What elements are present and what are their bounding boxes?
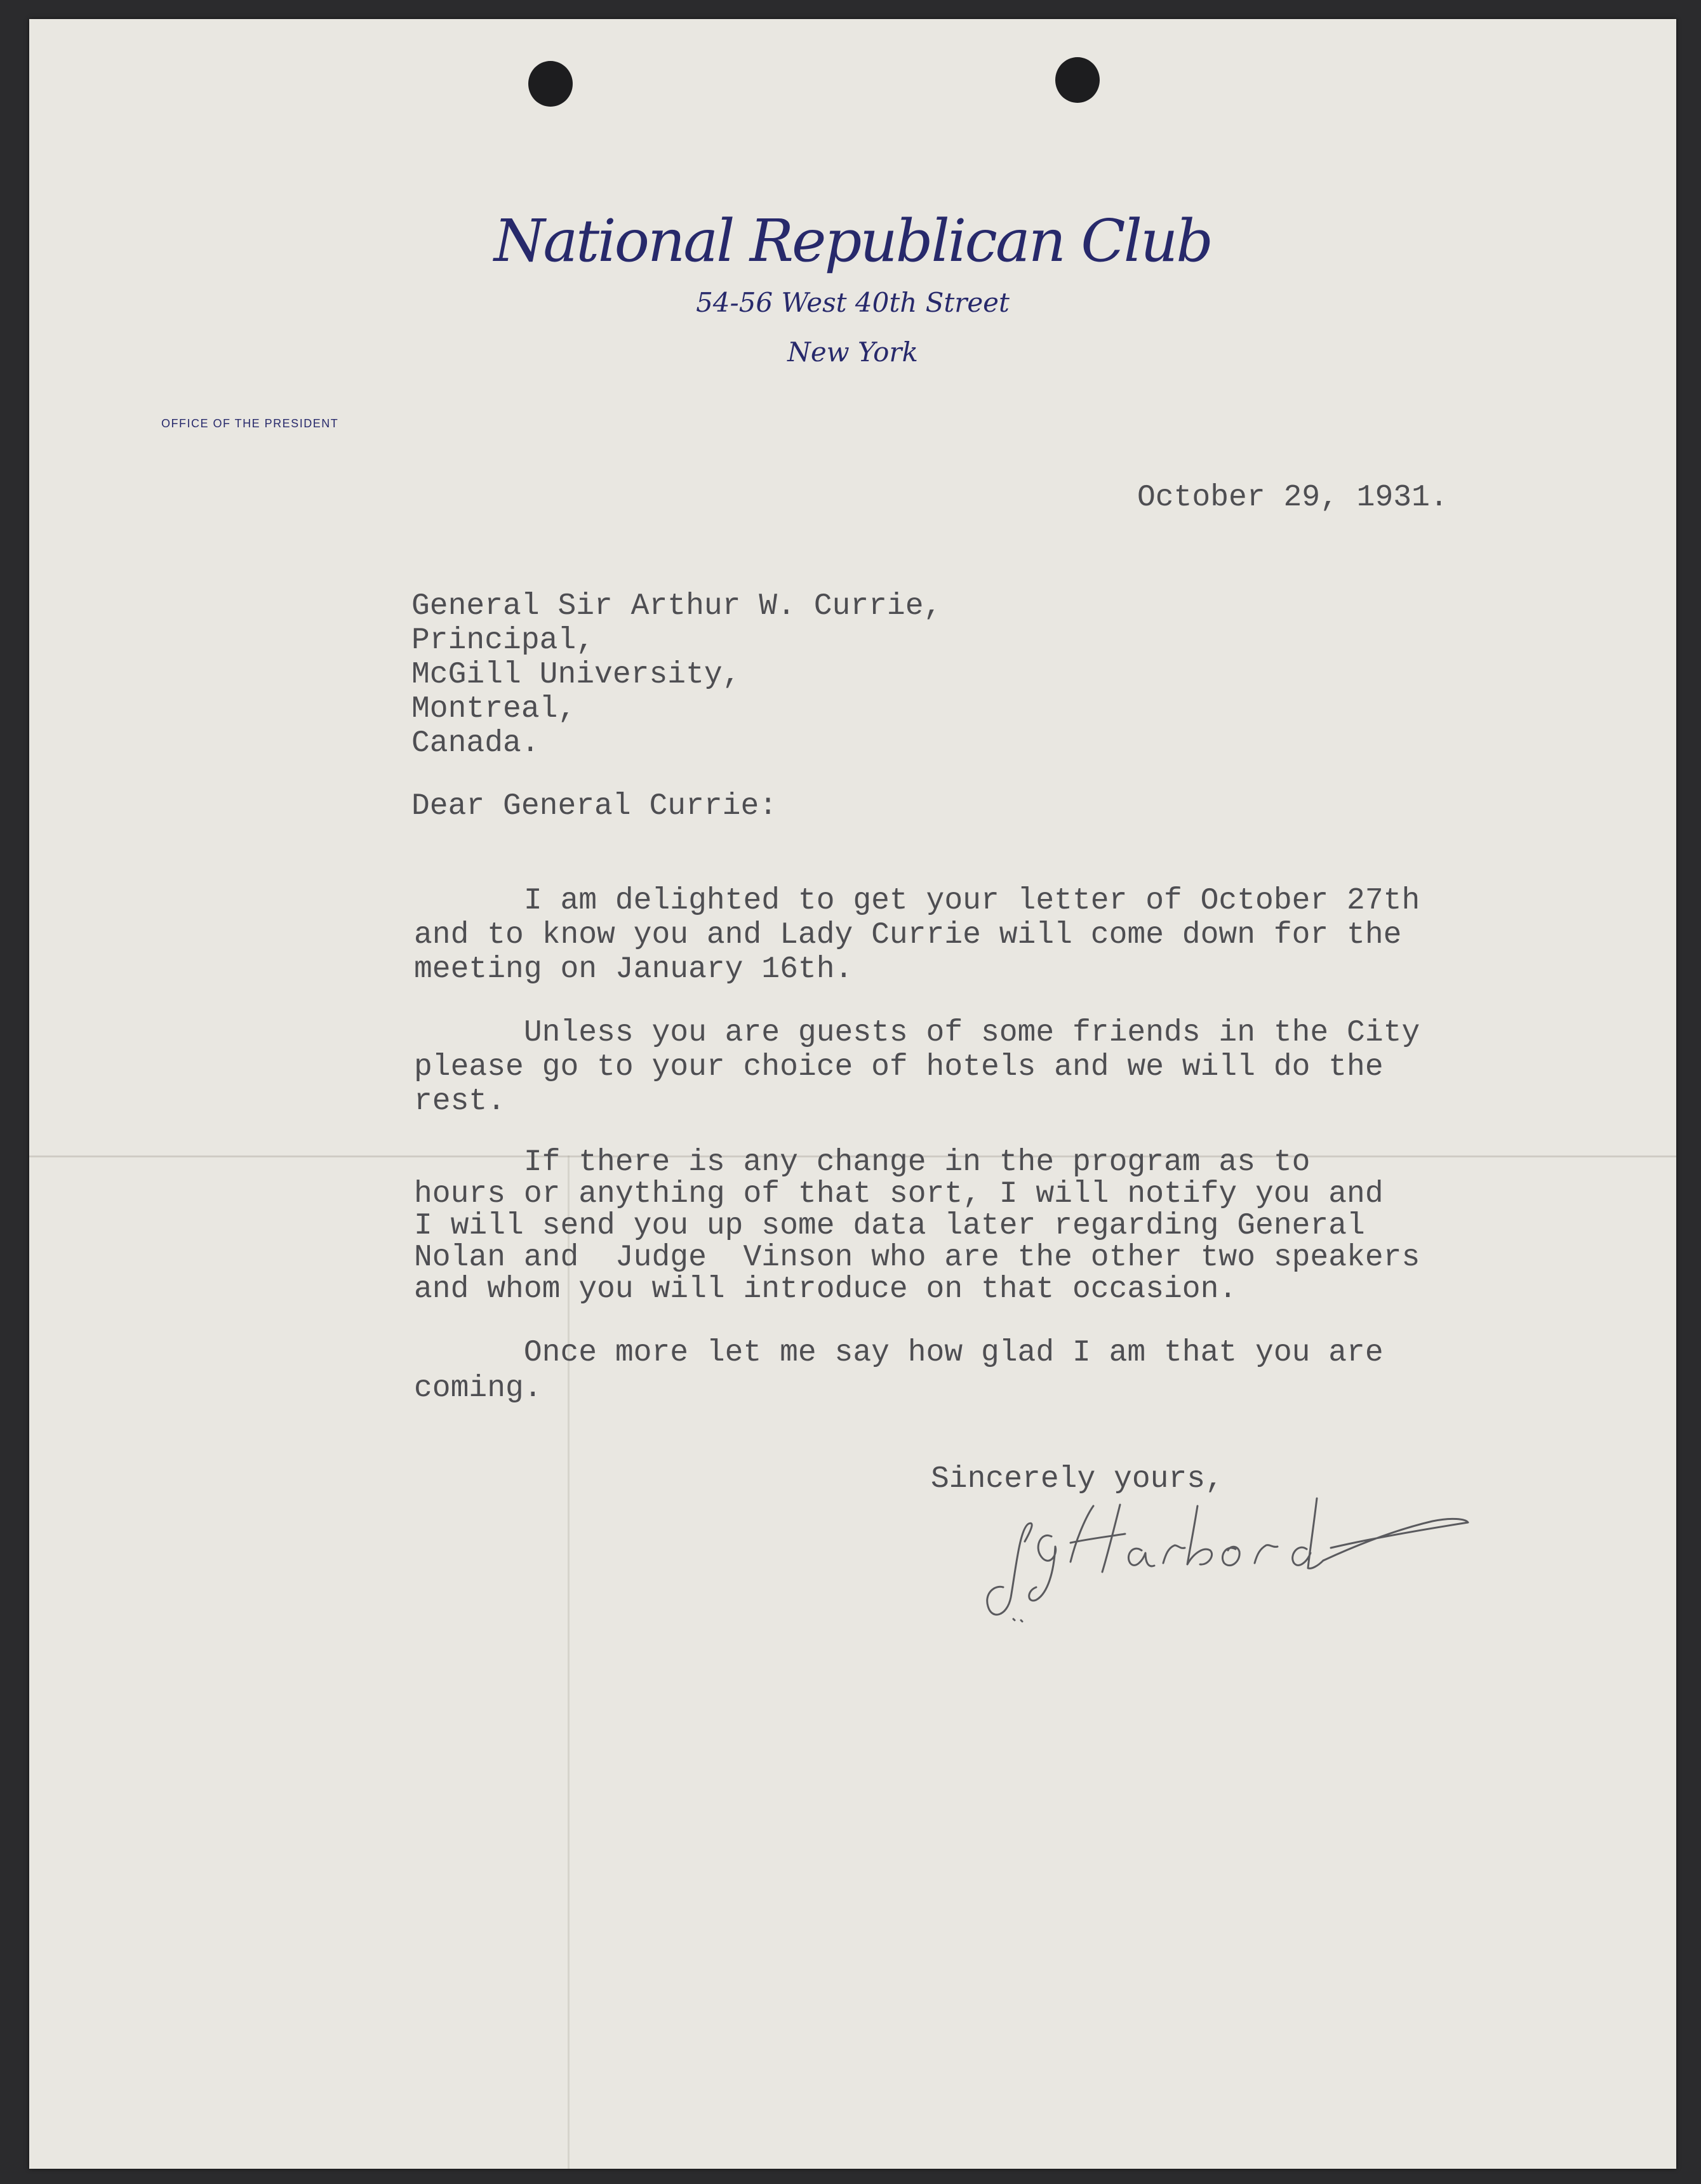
salutation: Dear General Currie: — [411, 789, 778, 823]
recipient-line: Canada. — [411, 726, 540, 761]
paragraph-line: I am delighted to get your letter of October 27th — [414, 884, 1420, 918]
closing: Sincerely yours, — [931, 1462, 1224, 1496]
handwritten-signature — [975, 1460, 1483, 1625]
recipient-line: General Sir Arthur W. Currie, — [411, 589, 942, 623]
fold-crease-vertical — [568, 1155, 570, 2169]
recipient-line: McGill University, — [411, 658, 741, 692]
paragraph-line: and whom you will introduce on that occasion. — [414, 1272, 1237, 1307]
letterhead-organization: National Republican Club — [493, 207, 1212, 275]
paragraph-line: and to know you and Lady Currie will come down for the — [414, 918, 1402, 952]
paragraph-line: please go to your choice of hotels and we will do the — [414, 1050, 1384, 1084]
paragraph-line: hours or anything of that sort, I will notify you and — [414, 1177, 1384, 1211]
letterhead-address: 54-56 West 40th Street — [696, 287, 1010, 318]
paragraph-line: I will send you up some data later regarding General — [414, 1209, 1365, 1243]
paragraph-line: coming. — [414, 1371, 542, 1406]
paragraph-line: Once more let me say how glad I am that you are — [414, 1336, 1384, 1370]
paragraph-line: Nolan and Judge Vinson who are the other two speakers — [414, 1241, 1420, 1275]
letter-date: October 29, 1931. — [1137, 481, 1448, 515]
recipient-line: Montreal, — [411, 692, 577, 726]
recipient-line: Principal, — [411, 623, 595, 658]
paragraph-line: If there is any change in the program as to — [414, 1145, 1311, 1180]
punch-hole-left — [528, 61, 573, 107]
letter-page — [29, 19, 1676, 2169]
paragraph-line: rest. — [414, 1084, 506, 1119]
punch-hole-right — [1055, 57, 1100, 103]
letterhead-city: New York — [787, 336, 918, 368]
paragraph-line: meeting on January 16th. — [414, 952, 853, 987]
paragraph-line: Unless you are guests of some friends in the City — [414, 1016, 1420, 1050]
office-label: OFFICE OF THE PRESIDENT — [161, 417, 339, 430]
